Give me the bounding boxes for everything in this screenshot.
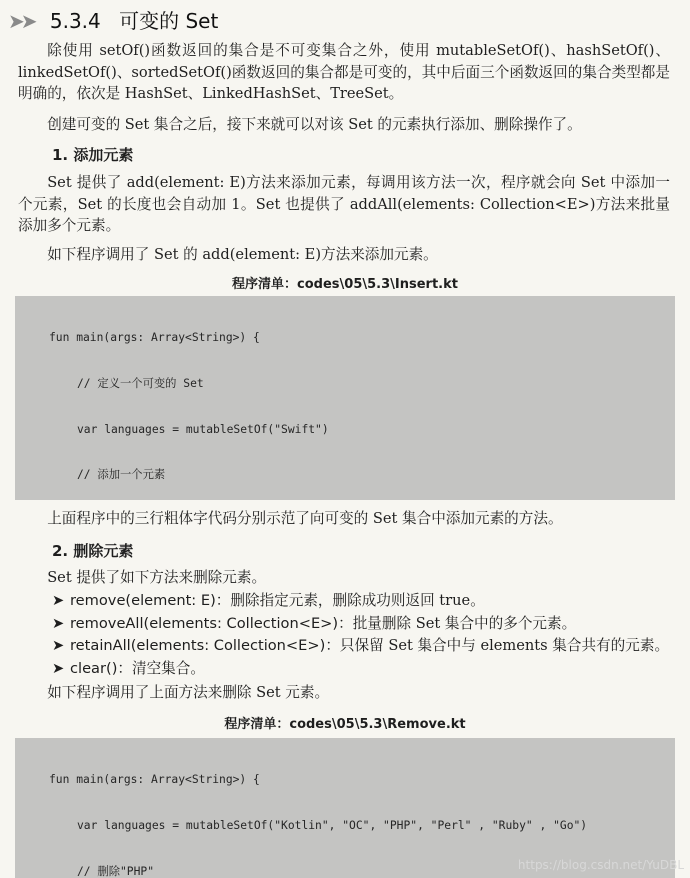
code-line: // 添加一个元素	[77, 468, 166, 482]
paragraph-remove-intro: Set 提供了如下方法来删除元素。	[47, 569, 267, 586]
listing-caption-insert: 程序清单：codes\05\5.3\Insert.kt	[232, 277, 458, 292]
paragraph-operations: 创建可变的 Set 集合之后，接下来就可以对该 Set 的元素执行添加、删除操作了。	[47, 116, 582, 133]
section-arrows-icon: ➤➤	[8, 9, 34, 33]
arrow-bullet-icon: ➤	[52, 637, 65, 654]
paragraph-add-example: 如下程序调用了 Set 的 add(element: E)方法来添加元素。	[47, 246, 438, 263]
list-item: ➤ remove(element: E)：删除指定元素，删除成功则返回 true。	[52, 590, 682, 613]
section-number: 5.3.4	[49, 9, 101, 33]
arrow-bullet-icon: ➤	[52, 592, 65, 609]
paragraph-add-method: Set 提供了 add(element: E)方法来添加元素，每调用该方法一次，程序就会向 Set 中添加一个元素，Set 的长度也会自动加 1。Set 也提供了 addAll(elements: Collection<E>)方法来批量添加多个元素。	[18, 174, 670, 234]
code-line: fun main(args: Array<String>) {	[49, 773, 260, 787]
code-line: var languages = mutableSetOf("Kotlin", "OC", "PHP", "Perl" , "Ruby" , "Go")	[77, 819, 588, 832]
list-item: ➤ clear()：清空集合。	[52, 658, 682, 681]
heading-remove-elements: 2. 删除元素	[52, 542, 134, 560]
code-line: // 定义一个可变的 Set	[77, 377, 204, 390]
list-item: ➤ removeAll(elements: Collection<E>)：批量删除 Set 集合中的多个元素。	[52, 613, 682, 636]
arrow-bullet-icon: ➤	[52, 614, 65, 632]
listing-caption-remove: 程序清单：codes\05\5.3\Remove.kt	[224, 717, 466, 732]
code-block-remove	[15, 738, 675, 878]
code-line: fun main(args: Array<String>) {	[49, 331, 260, 345]
section-title-text: 可变的 Set	[119, 9, 219, 33]
section-title	[8, 6, 218, 36]
code-block-insert	[15, 296, 675, 500]
watermark-text: https://blog.csdn.net/YuDBL	[517, 858, 684, 872]
list-item: ➤ retainAll(elements: Collection<E>)：只保留 Set 集合中与 elements 集合共有的元素。	[52, 635, 682, 658]
arrow-bullet-icon: ➤	[52, 659, 65, 677]
code-line: var languages = mutableSetOf("Swift")	[77, 422, 329, 436]
paragraph-intro: 除使用 setOf()函数返回的集合是不可变集合之外，使用 mutableSetOf()、hashSetOf()、linkedSetOf()、sortedSetOf()函数返回的集合都是可变的，其中后面三个函数返回的集合类型都是明确的，依次是 HashSet、LinkedHashSet、TreeSet。	[18, 42, 670, 102]
paragraph-bold-explanation: 上面程序中的三行粗体字代码分别示范了向可变的 Set 集合中添加元素的方法。	[47, 510, 563, 527]
paragraph-remove-example: 如下程序调用了上面方法来删除 Set 元素。	[47, 684, 330, 701]
heading-add-elements: 1. 添加元素	[52, 146, 134, 164]
remove-methods-list	[52, 590, 682, 680]
code-line: // 删除"PHP"	[77, 864, 155, 878]
